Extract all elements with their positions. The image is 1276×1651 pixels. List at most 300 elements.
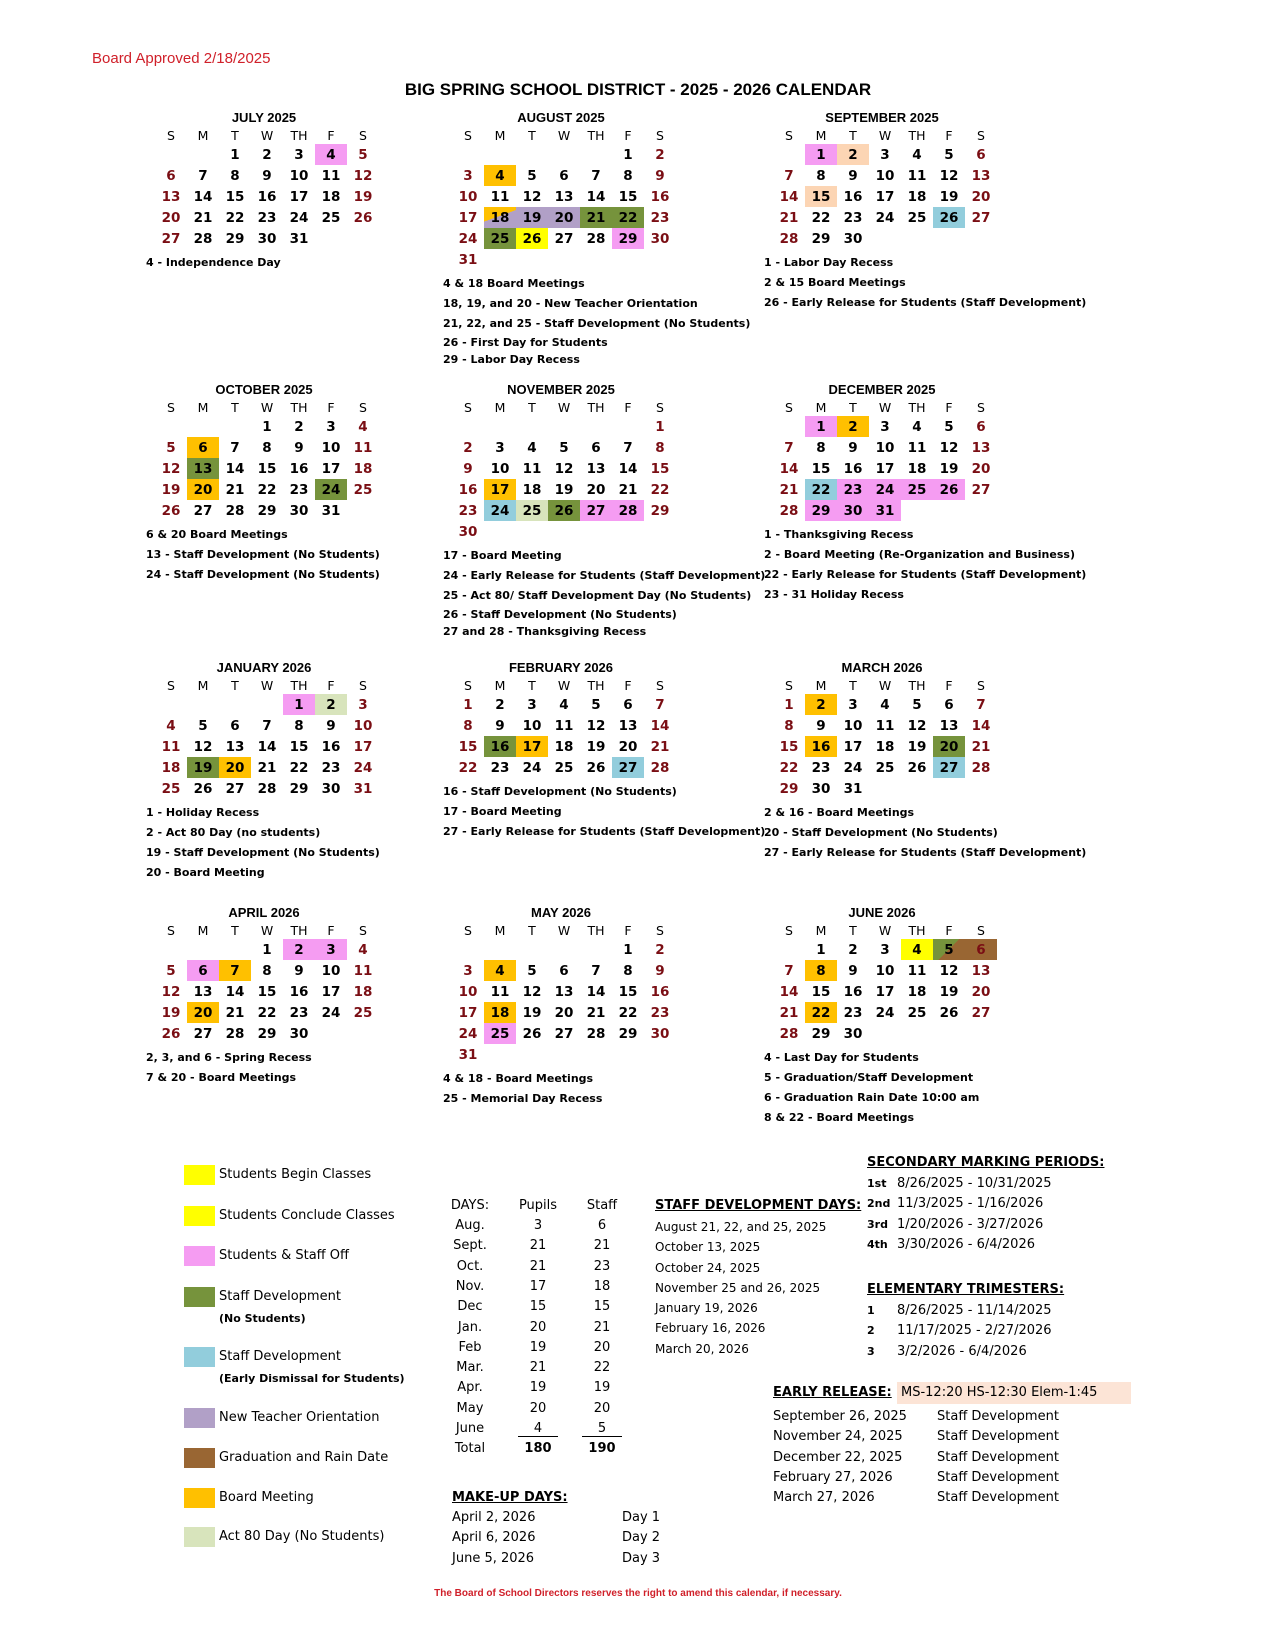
day-cell: 2 xyxy=(262,146,272,163)
month-notes xyxy=(146,253,281,273)
day-cell: 22 xyxy=(805,1002,837,1023)
legend-swatch xyxy=(184,1408,215,1428)
empty-cell xyxy=(484,249,516,270)
weekday-header: S xyxy=(656,677,664,693)
day-cell: 6 xyxy=(976,146,986,163)
day-cell: 2 xyxy=(655,941,665,958)
day-cell: 29 xyxy=(612,228,644,249)
empty-cell xyxy=(580,521,612,542)
day-cell: 1 xyxy=(623,146,633,163)
month-notes xyxy=(146,525,380,585)
day-cell: 1 xyxy=(805,144,837,165)
weekday-header: S xyxy=(785,677,793,693)
legend-label: Act 80 Day (No Students) xyxy=(219,1529,385,1544)
empty-cell xyxy=(484,416,516,437)
month-label: June xyxy=(455,1421,485,1436)
month-2 xyxy=(764,110,1087,309)
month-label: Apr. xyxy=(457,1380,483,1396)
empty-cell xyxy=(612,249,644,270)
weekday-header: TH xyxy=(908,677,926,693)
day-cell: 20 xyxy=(187,479,219,500)
empty-cell xyxy=(869,228,901,249)
weekday-header: F xyxy=(624,922,632,938)
period-dates: 8/26/2025 - 10/31/2025 xyxy=(897,1176,1052,1191)
day-cell: 4 xyxy=(559,696,569,713)
day-cell: 30 xyxy=(843,230,863,247)
day-cell: 20 xyxy=(618,738,638,755)
weekday-header: S xyxy=(359,127,367,143)
pupil-days: 21 xyxy=(529,1258,547,1274)
weekday-header: S xyxy=(785,127,793,143)
month-label: Feb xyxy=(458,1339,482,1355)
day-cell: 4 xyxy=(912,146,922,163)
day-cell: 24 xyxy=(289,209,309,226)
weekday-header: M xyxy=(815,399,827,415)
day-cell: 7 xyxy=(976,696,986,713)
day-cell: 11 xyxy=(522,460,542,477)
day-cell: 22 xyxy=(779,759,799,776)
month-note: 27 - Early Release for Students (Staff Development) xyxy=(443,825,766,838)
day-cell: 3 xyxy=(880,418,890,435)
day-cell: 27 xyxy=(193,1025,213,1042)
empty-cell xyxy=(219,416,251,437)
day-cell: 16 xyxy=(289,460,309,477)
weekday-header: TH xyxy=(587,127,605,143)
day-cell: 6 xyxy=(965,939,997,960)
day-cell: 16 xyxy=(805,736,837,757)
day-cell: 7 xyxy=(784,439,794,456)
day-cell: 8 xyxy=(816,439,826,456)
day-cell: 28 xyxy=(257,780,277,797)
month-11 xyxy=(764,905,1008,1124)
empty-cell xyxy=(644,249,676,270)
weekday-header: W xyxy=(260,677,274,693)
weekday-header: F xyxy=(945,677,953,693)
day-cell: 18 xyxy=(522,481,542,498)
day-cell: 7 xyxy=(219,960,251,981)
day-cell: 7 xyxy=(784,962,794,979)
day-cell: 26 xyxy=(193,780,213,797)
empty-cell xyxy=(901,500,933,521)
day-cell: 2 xyxy=(805,694,837,715)
month-note: 26 - Early Release for Students (Staff Development) xyxy=(764,296,1087,309)
weekday-header: W xyxy=(878,922,892,938)
page-title: BIG SPRING SCHOOL DISTRICT - 2025 - 2026 CALENDAR xyxy=(404,80,872,99)
makeup-date: April 6, 2026 xyxy=(452,1530,536,1546)
day-cell: 29 xyxy=(289,780,309,797)
day-cell: 31 xyxy=(289,230,309,247)
day-cell: 12 xyxy=(353,167,373,184)
day-cell: 18 xyxy=(353,460,373,477)
weekday-header: T xyxy=(231,127,239,143)
month-notes xyxy=(146,1048,312,1088)
day-cell: 20 xyxy=(971,983,991,1000)
day-cell: 14 xyxy=(225,460,245,477)
day-cell: 6 xyxy=(187,437,219,458)
empty-cell xyxy=(933,1023,965,1044)
day-cell: 20 xyxy=(971,460,991,477)
empty-cell xyxy=(901,1023,933,1044)
day-cell: 21 xyxy=(193,209,213,226)
day-cell: 4 xyxy=(358,941,368,958)
trimester-dates: 11/17/2025 - 2/27/2026 xyxy=(897,1323,1052,1339)
month-note: 2, 3, and 6 - Spring Recess xyxy=(146,1051,312,1064)
empty-cell xyxy=(612,521,644,542)
day-cell: 22 xyxy=(650,481,670,498)
day-cell: 23 xyxy=(321,759,341,776)
empty-cell xyxy=(516,939,548,960)
weekday-header: S xyxy=(464,399,472,415)
day-cell: 22 xyxy=(289,759,309,776)
pupil-days: 3 xyxy=(533,1218,543,1233)
weekday-header: T xyxy=(528,127,536,143)
trimester-dates: 3/2/2026 - 6/4/2026 xyxy=(897,1343,1027,1359)
day-cell: 10 xyxy=(458,983,478,1000)
day-cell: 30 xyxy=(811,780,831,797)
empty-cell xyxy=(933,228,965,249)
day-cell: 22 xyxy=(612,207,644,228)
empty-cell xyxy=(484,939,516,960)
pupil-days: 21 xyxy=(529,1238,547,1254)
month-note: 6 - Graduation Rain Date 10:00 am xyxy=(764,1091,980,1104)
day-cell: 9 xyxy=(326,717,336,734)
day-cell: 1 xyxy=(262,418,272,435)
legend-swatch xyxy=(184,1287,215,1307)
weekday-header: W xyxy=(260,922,274,938)
day-cell: 12 xyxy=(522,983,542,1000)
month-note: 26 - Staff Development (No Students) xyxy=(443,608,677,621)
day-cell: 4 xyxy=(527,439,537,456)
day-cell: 19 xyxy=(939,460,959,477)
day-cell: 14 xyxy=(193,188,213,205)
day-cell: 26 xyxy=(161,502,181,519)
day-cell: 25 xyxy=(875,759,895,776)
empty-cell xyxy=(155,144,187,165)
day-cell: 21 xyxy=(580,207,612,228)
day-cell: 30 xyxy=(289,502,309,519)
day-cell: 5 xyxy=(358,146,368,163)
day-cell: 10 xyxy=(321,439,341,456)
day-cell: 15 xyxy=(289,738,309,755)
day-cell: 14 xyxy=(225,983,245,1000)
empty-cell xyxy=(580,1044,612,1065)
day-cell: 16 xyxy=(257,188,277,205)
staff-days: 6 xyxy=(597,1218,607,1233)
day-cell: 10 xyxy=(522,717,542,734)
day-cell: 27 xyxy=(933,757,965,778)
month-name: MAY 2026 xyxy=(531,905,591,920)
empty-cell xyxy=(516,249,548,270)
day-cell: 11 xyxy=(875,717,895,734)
day-cell: 9 xyxy=(816,717,826,734)
day-cell: 1 xyxy=(784,696,794,713)
day-cell: 9 xyxy=(848,439,858,456)
empty-cell xyxy=(187,416,219,437)
month-notes xyxy=(146,803,380,883)
legend-sublabel: (Early Dismissal for Students) xyxy=(219,1372,405,1385)
day-cell: 26 xyxy=(939,1004,959,1021)
weekday-header: M xyxy=(815,677,827,693)
period-dates: 11/3/2025 - 1/16/2026 xyxy=(897,1196,1044,1212)
month-note: 24 - Staff Development (No Students) xyxy=(146,568,380,581)
weekday-header: W xyxy=(557,127,571,143)
weekday-header: W xyxy=(260,127,274,143)
day-cell: 23 xyxy=(843,209,863,226)
weekday-header: T xyxy=(231,922,239,938)
day-cell: 23 xyxy=(490,759,510,776)
day-cell: 26 xyxy=(353,209,373,226)
day-cell: 24 xyxy=(875,209,895,226)
makeup-day: Day 1 xyxy=(622,1510,661,1525)
release-reason: Staff Development xyxy=(937,1490,1059,1506)
day-cell: 15 xyxy=(618,188,638,205)
month-name: APRIL 2026 xyxy=(228,905,300,920)
month-4 xyxy=(443,382,766,638)
day-cell: 12 xyxy=(586,717,606,734)
day-cell: 13 xyxy=(554,983,574,1000)
month-note: 25 - Memorial Day Recess xyxy=(443,1092,603,1105)
legend-label: Board Meeting xyxy=(219,1490,314,1505)
day-cell: 4 xyxy=(901,939,933,960)
staff-days: 20 xyxy=(593,1339,611,1355)
empty-cell xyxy=(612,1044,644,1065)
day-cell: 29 xyxy=(811,230,831,247)
footer-disclaimer: The Board of School Directors reserves the right to amend this calendar, if necessary. xyxy=(434,1588,842,1599)
day-cell: 2 xyxy=(495,696,505,713)
day-cell: 13 xyxy=(618,717,638,734)
empty-cell xyxy=(580,939,612,960)
day-cell: 17 xyxy=(875,460,895,477)
legend-label: Students Conclude Classes xyxy=(219,1208,395,1223)
empty-cell xyxy=(155,694,187,715)
weekday-header: TH xyxy=(587,399,605,415)
empty-cell xyxy=(933,778,965,799)
day-cell: 31 xyxy=(458,1046,478,1063)
day-cell: 27 xyxy=(225,780,245,797)
month-label: Dec xyxy=(457,1299,483,1315)
weekday-header: F xyxy=(327,677,335,693)
day-cell: 27 xyxy=(554,230,574,247)
weekday-header: M xyxy=(197,922,209,938)
day-cell: 10 xyxy=(875,439,895,456)
days-header: DAYS: xyxy=(450,1198,490,1213)
empty-cell xyxy=(452,416,484,437)
day-cell: 27 xyxy=(971,209,991,226)
day-cell: 8 xyxy=(784,717,794,734)
weekday-header: T xyxy=(849,399,857,415)
day-cell: 30 xyxy=(257,230,277,247)
period-label: 2nd xyxy=(867,1197,891,1211)
weekday-header: M xyxy=(494,677,506,693)
day-cell: 9 xyxy=(495,717,505,734)
early-release-section xyxy=(773,1385,1097,1508)
pupil-days: 17 xyxy=(529,1278,547,1294)
weekday-header: T xyxy=(849,922,857,938)
day-cell: 6 xyxy=(166,167,176,184)
day-cell: 26 xyxy=(161,1025,181,1042)
staff-days: 15 xyxy=(593,1299,611,1315)
day-cell: 23 xyxy=(837,479,869,500)
weekday-header: T xyxy=(231,399,239,415)
legend-swatch xyxy=(184,1527,215,1547)
day-cell: 5 xyxy=(559,439,569,456)
day-cell: 13 xyxy=(586,460,606,477)
day-cell: 12 xyxy=(939,167,959,184)
day-cell: 8 xyxy=(805,960,837,981)
day-cell: 14 xyxy=(971,717,991,734)
day-cell: 3 xyxy=(294,146,304,163)
day-cell: 29 xyxy=(650,502,670,519)
day-cell: 12 xyxy=(939,962,959,979)
day-cell: 3 xyxy=(495,439,505,456)
month-note: 24 - Early Release for Students (Staff Development) xyxy=(443,569,766,582)
weekday-header: T xyxy=(528,677,536,693)
day-cell: 24 xyxy=(458,1025,478,1042)
day-cell: 14 xyxy=(586,983,606,1000)
day-cell: 24 xyxy=(484,500,516,521)
weekday-header: F xyxy=(624,127,632,143)
month-name: FEBRUARY 2026 xyxy=(508,660,614,675)
trimester-label: 3 xyxy=(867,1344,875,1358)
month-note: 2 & 16 - Board Meetings xyxy=(764,806,915,819)
list-item: November 25 and 26, 2025 xyxy=(655,1280,821,1295)
month-name: OCTOBER 2025 xyxy=(215,382,313,397)
release-reason: Staff Development xyxy=(937,1469,1059,1485)
empty-cell xyxy=(773,144,805,165)
empty-cell xyxy=(347,500,379,521)
makeup-day: Day 2 xyxy=(622,1530,661,1546)
day-cell: 28 xyxy=(779,502,799,519)
day-cell: 28 xyxy=(586,230,606,247)
marking-periods-section xyxy=(867,1155,1104,1255)
day-cell: 11 xyxy=(161,738,181,755)
day-cell: 15 xyxy=(458,738,478,755)
weekday-header: F xyxy=(945,399,953,415)
day-cell: 17 xyxy=(516,736,548,757)
month-9 xyxy=(146,905,390,1084)
day-cell: 2 xyxy=(837,144,869,165)
day-cell: 2 xyxy=(463,439,473,456)
month-name: DECEMBER 2025 xyxy=(828,382,936,397)
empty-cell xyxy=(155,939,187,960)
makeup-date: June 5, 2026 xyxy=(452,1550,535,1566)
day-cell: 22 xyxy=(458,759,478,776)
day-cell: 19 xyxy=(586,738,606,755)
staff-days: 18 xyxy=(593,1278,611,1294)
day-cell: 6 xyxy=(230,717,240,734)
day-cell: 3 xyxy=(848,696,858,713)
month-label: Mar. xyxy=(456,1360,484,1376)
month-note: 13 - Staff Development (No Students) xyxy=(146,548,380,561)
empty-cell xyxy=(580,144,612,165)
day-cell: 15 xyxy=(650,460,670,477)
month-note: 4 - Last Day for Students xyxy=(764,1051,919,1064)
day-cell: 13 xyxy=(161,188,181,205)
weekday-header: F xyxy=(945,922,953,938)
list-item xyxy=(773,1488,1097,1508)
month-note: 16 - Staff Development (No Students) xyxy=(443,785,677,798)
day-cell: 31 xyxy=(458,251,478,268)
pupil-days: 20 xyxy=(529,1400,547,1416)
month-label: Sept. xyxy=(453,1238,487,1254)
day-cell: 19 xyxy=(353,188,373,205)
day-cell: 8 xyxy=(294,717,304,734)
empty-cell xyxy=(901,778,933,799)
month-note: 2 - Act 80 Day (no students) xyxy=(146,826,321,839)
day-cell: 20 xyxy=(971,188,991,205)
day-cell: 3 xyxy=(880,941,890,958)
period-label: 3rd xyxy=(867,1217,888,1231)
day-cell: 28 xyxy=(971,759,991,776)
empty-cell xyxy=(965,778,997,799)
month-name: JUNE 2026 xyxy=(848,905,916,920)
day-cell: 1 xyxy=(262,941,272,958)
month-1 xyxy=(443,110,751,366)
month-name: NOVEMBER 2025 xyxy=(507,382,615,397)
days-table xyxy=(440,1198,640,1458)
day-cell: 7 xyxy=(262,717,272,734)
list-item xyxy=(452,1549,682,1569)
list-item xyxy=(773,1407,1097,1427)
month-note: 22 - Early Release for Students (Staff Development) xyxy=(764,568,1087,581)
day-cell: 21 xyxy=(650,738,670,755)
list-item xyxy=(773,1427,1097,1447)
day-cell: 19 xyxy=(907,738,927,755)
empty-cell xyxy=(548,939,580,960)
day-cell: 18 xyxy=(907,460,927,477)
weekday-header: TH xyxy=(587,677,605,693)
month-note: 21, 22, and 25 - Staff Development (No Students) xyxy=(443,317,751,330)
month-note: 4 & 18 Board Meetings xyxy=(443,277,585,290)
day-cell: 5 xyxy=(527,167,537,184)
day-cell: 24 xyxy=(458,230,478,247)
day-cell: 7 xyxy=(655,696,665,713)
day-cell: 24 xyxy=(843,759,863,776)
day-cell: 5 xyxy=(527,962,537,979)
empty-cell xyxy=(452,939,484,960)
day-cell: 19 xyxy=(516,207,548,228)
day-cell: 8 xyxy=(262,962,272,979)
weekday-header: W xyxy=(557,922,571,938)
day-cell: 15 xyxy=(257,983,277,1000)
weekday-header: F xyxy=(945,127,953,143)
empty-cell xyxy=(516,144,548,165)
day-cell: 15 xyxy=(779,738,799,755)
day-cell: 30 xyxy=(289,1025,309,1042)
month-10 xyxy=(443,905,687,1105)
empty-cell xyxy=(219,694,251,715)
empty-cell xyxy=(484,1044,516,1065)
empty-cell xyxy=(187,144,219,165)
weekday-header: F xyxy=(327,399,335,415)
list-item: August 21, 22, and 25, 2025 xyxy=(655,1220,827,1234)
day-cell: 27 xyxy=(971,481,991,498)
weekday-header: TH xyxy=(290,399,308,415)
day-cell: 5 xyxy=(933,939,965,960)
weekday-header: S xyxy=(167,399,175,415)
day-cell: 29 xyxy=(779,780,799,797)
day-cell: 9 xyxy=(848,962,858,979)
day-cell: 17 xyxy=(484,479,516,500)
day-cell: 27 xyxy=(554,1025,574,1042)
day-cell: 17 xyxy=(875,188,895,205)
weekday-header: S xyxy=(977,399,985,415)
empty-cell xyxy=(516,521,548,542)
month-note: 7 & 20 - Board Meetings xyxy=(146,1071,297,1084)
month-label: Aug. xyxy=(455,1218,485,1233)
month-note: 17 - Board Meeting xyxy=(443,549,562,562)
day-cell: 24 xyxy=(875,1004,895,1021)
